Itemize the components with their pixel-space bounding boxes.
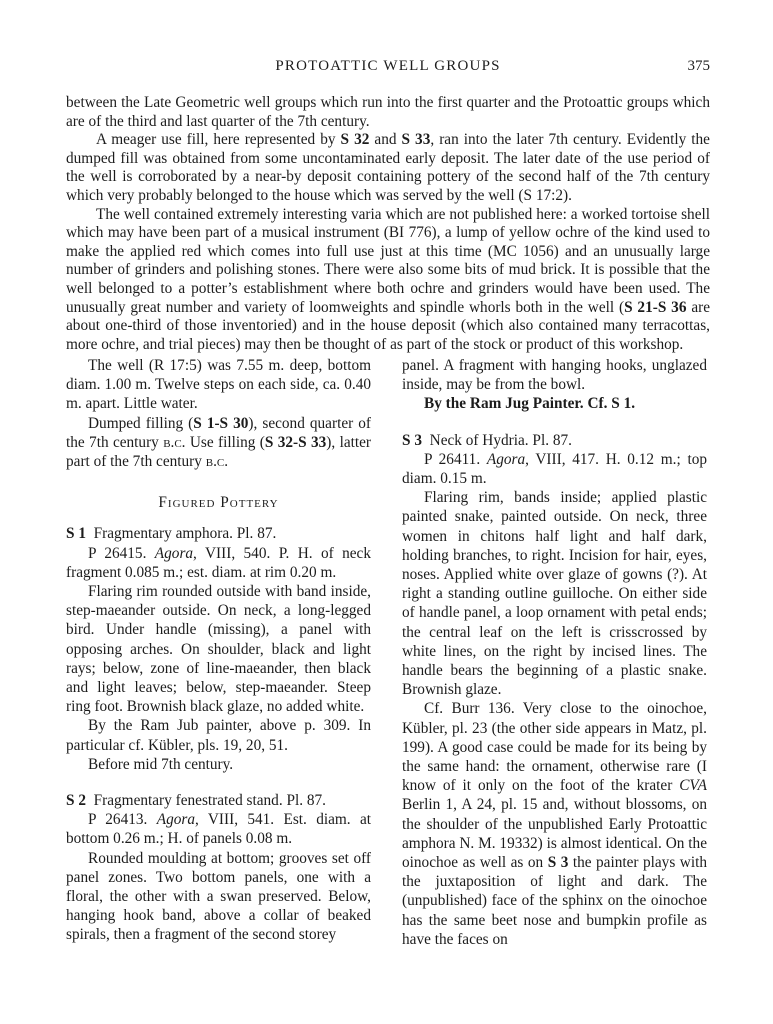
intro-text [66, 94, 710, 354]
intro-paragraph-1: between the Late Geometric well groups which run into the first quarter and the Protoattic groups which are of the third and last quarter of the 7th century. [66, 94, 710, 130]
entry-s2-inventory: P 26413. Agora, VIII, 541. Est. diam. at bottom 0.26 m.; H. of panels 0.08 m. [66, 811, 372, 848]
entry-s2-description: Rounded moulding at bottom; grooves set off panel zones. Two bottom panels, one with a floral, the other with a swan preserved. Below, hanging hook band, above a collar of beaked spirals, then a fragment of the second storey [66, 849, 371, 944]
entry-s3-comment: Cf. Burr 136. Very close to the oinochoe, Kübler, pl. 23 (the other side appears in Matz, pl. 199). A good case could be made for its being by the same hand: the ornament, otherwise rare (I know of it only on the foot of the krater CVA Berlin 1, A 24, pl. 15 and, without blossoms, on the shoulder of the unpublished Early Protoattic amphora N. M. 19332) is almost identical. On the oinochoe as well as on S 3 the painter plays with the juxtaposition of light and dark. The (unpublished) face of the sphinx on the oinochoe has the same beet nose and bumpkin profile as have the faces on [402, 700, 707, 948]
entry-s2-continuation: panel. A fragment with hanging hooks, unglazed inside, may be from the bowl. [402, 357, 707, 394]
catalog-ref: S 21-S 36 [624, 298, 687, 316]
entry-s1-inventory: P 26415. Agora, VIII, 540. P. H. of neck fragment 0.085 m.; est. diam. at rim 0.20 m. [66, 544, 371, 581]
filling-description: Dumped filling (S 1-S 30), second quarter of the 7th century b.c. Use filling (S 32-S 33), latter part of the 7th century b.c. [66, 414, 371, 471]
entry-s2-title: S 2 Fragmentary fenestrated stand. Pl. 87. [66, 792, 327, 810]
entry-s1-description: Flaring rim rounded outside with band inside, step-maeander outside. On neck, a long-legged bird. Under handle (missing), a panel with opposing arches. On shoulder, black and light rays; below, zone of line-maeander, then black and light leaves; below, step-maeander. Steep ring foot. Brownish black glaze, no added white. [66, 583, 371, 716]
catalog-number: S 3 [402, 431, 422, 449]
catalog-number: S 2 [66, 792, 86, 810]
entry-s3-title: S 3 Neck of Hydria. Pl. 87. [402, 431, 572, 449]
section-heading: Figured Pottery [158, 494, 279, 512]
entry-s1-title: S 1 Fragmentary amphora. Pl. 87. [66, 525, 277, 543]
entry-s3-description: Flaring rim, bands inside; applied plastic painted snake, painted outside. On neck, three women in chitons half light and half dark, holding branches, to right. Incision for hair, eyes, noses. Applied white over glaze of gowns (?). At right a standing outline guilloche. On either side of handle panel, a loop ornament with petal ends; the central leaf on the left is crisscrossed by white lines, on the right by incised lines. The handle bears the beginning of a plastic snake. Brownish glaze. [402, 489, 707, 699]
well-description: The well (R 17:5) was 7.55 m. deep, bottom diam. 1.00 m. Twelve steps on each side, ca. 0.40 m. apart. Little water. [66, 357, 371, 413]
intro-paragraph-3: The well contained extremely interesting varia which are not published here: a worked tortoise shell which may have been part of a musical instrument (BI 776), a lump of yellow ochre of the kind used to make the applied red which comes into full use just at this time (MC 1056) and an unusually large number of grinders and polishing stones. There were also some bits of mud brick. It is possible that the well belonged to a potter’s establishment where both ochre and grinders would have been used. The unusually great number and variety of loomweights and spindle whorls both in the well (S 21-S 36 are about one-third of those inventoried) and in the house deposit (which also contained many terracottas, more ochre, and trial pieces) may then be thought of as part of the stock or product of this workshop. [66, 205, 711, 353]
intro-paragraph-2: A meager use fill, here represented by S 32 and S 33, ran into the later 7th century. Evidently the dumped fill was obtained from some uncontaminated early deposit. The later date of the use period of the well is corroborated by a near-by deposit containing pottery of the second half of the 7th century which very probably belonged to the house which was served by the well (S 17:2). [66, 131, 710, 204]
catalog-number: S 1 [66, 525, 86, 543]
right-column [402, 356, 707, 949]
catalog-ref: S 32-S 33 [264, 433, 327, 451]
catalog-ref: S 1-S 30 [193, 414, 249, 432]
catalog-ref: S 33 [401, 131, 431, 149]
page-header [66, 58, 710, 80]
catalog-ref: S 32 [340, 131, 370, 149]
catalog-ref: S 1 [611, 395, 632, 413]
entry-s1-date: Before mid 7th century. [88, 755, 234, 773]
left-column [66, 356, 371, 945]
page-number: 375 [687, 58, 710, 74]
entry-s2-attribution: By the Ram Jug Painter. Cf. S 1. [424, 395, 636, 413]
catalog-ref: S 3 [547, 854, 569, 872]
entry-s3-inventory: P 26411. Agora, VIII, 417. H. 0.12 m.; top diam. 0.15 m. [402, 450, 707, 488]
running-title: PROTOATTIC WELL GROUPS [275, 58, 501, 74]
entry-s1-attribution: By the Ram Jub painter, above p. 309. In particular cf. Kübler, pls. 19, 20, 51. [66, 717, 371, 754]
